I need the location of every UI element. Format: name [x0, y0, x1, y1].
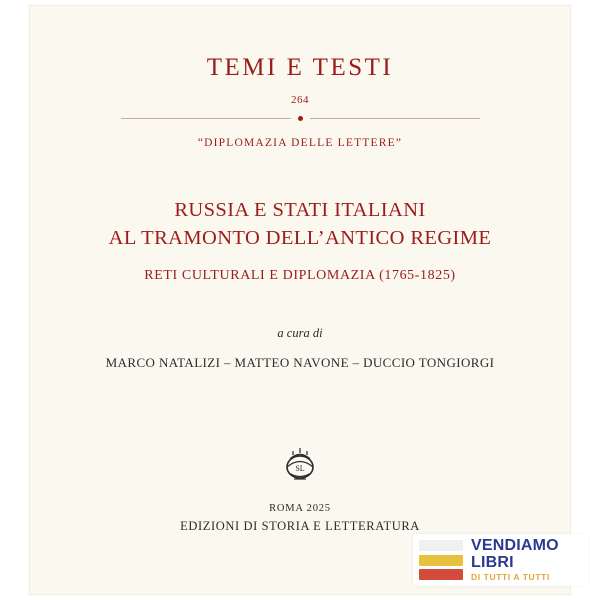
- flag-bar-top: [419, 540, 463, 551]
- book-cover: [30, 6, 570, 594]
- editors-list: MARCO NATALIZI – MATTEO NAVONE – DUCCIO TONGIORGI: [105, 355, 495, 371]
- svg-text:SL: SL: [295, 464, 305, 473]
- publisher-name: EDIZIONI DI STORIA E LETTERATURA: [180, 519, 420, 533]
- book-title-line-2: AL TRAMONTO DELL’ANTICO REGIME: [108, 226, 492, 249]
- rule-right: [310, 118, 480, 119]
- rule-left: [121, 118, 291, 119]
- series-subtitle: “DIPLOMAZIA DELLE LETTERE”: [197, 137, 403, 149]
- decorative-rule: [30, 116, 570, 121]
- curator-label: a cura di: [277, 326, 323, 341]
- watermark-line-2: LIBRI: [471, 553, 514, 571]
- publisher-logo-icon: [277, 443, 323, 489]
- watermark-badge: [413, 534, 588, 586]
- publisher-city-year: ROMA 2025: [269, 503, 331, 514]
- diamond-icon: [298, 116, 303, 121]
- watermark-line-1: VENDIAMO: [471, 536, 559, 554]
- watermark-text: [471, 538, 559, 583]
- series-title: TEMI E TESTI: [206, 54, 394, 81]
- flag-bar-middle: [419, 555, 463, 566]
- book-title: [109, 197, 492, 252]
- watermark-line-3: DI TUTTI A TUTTI: [471, 572, 550, 583]
- book-title-line-1: RUSSIA E STATI ITALIANI: [174, 199, 426, 221]
- flag-icon: [419, 540, 463, 580]
- book-subtitle: RETI CULTURALI E DIPLOMAZIA (1765-1825): [144, 268, 456, 284]
- flag-bar-bottom: [419, 569, 463, 580]
- series-number: 264: [291, 94, 309, 106]
